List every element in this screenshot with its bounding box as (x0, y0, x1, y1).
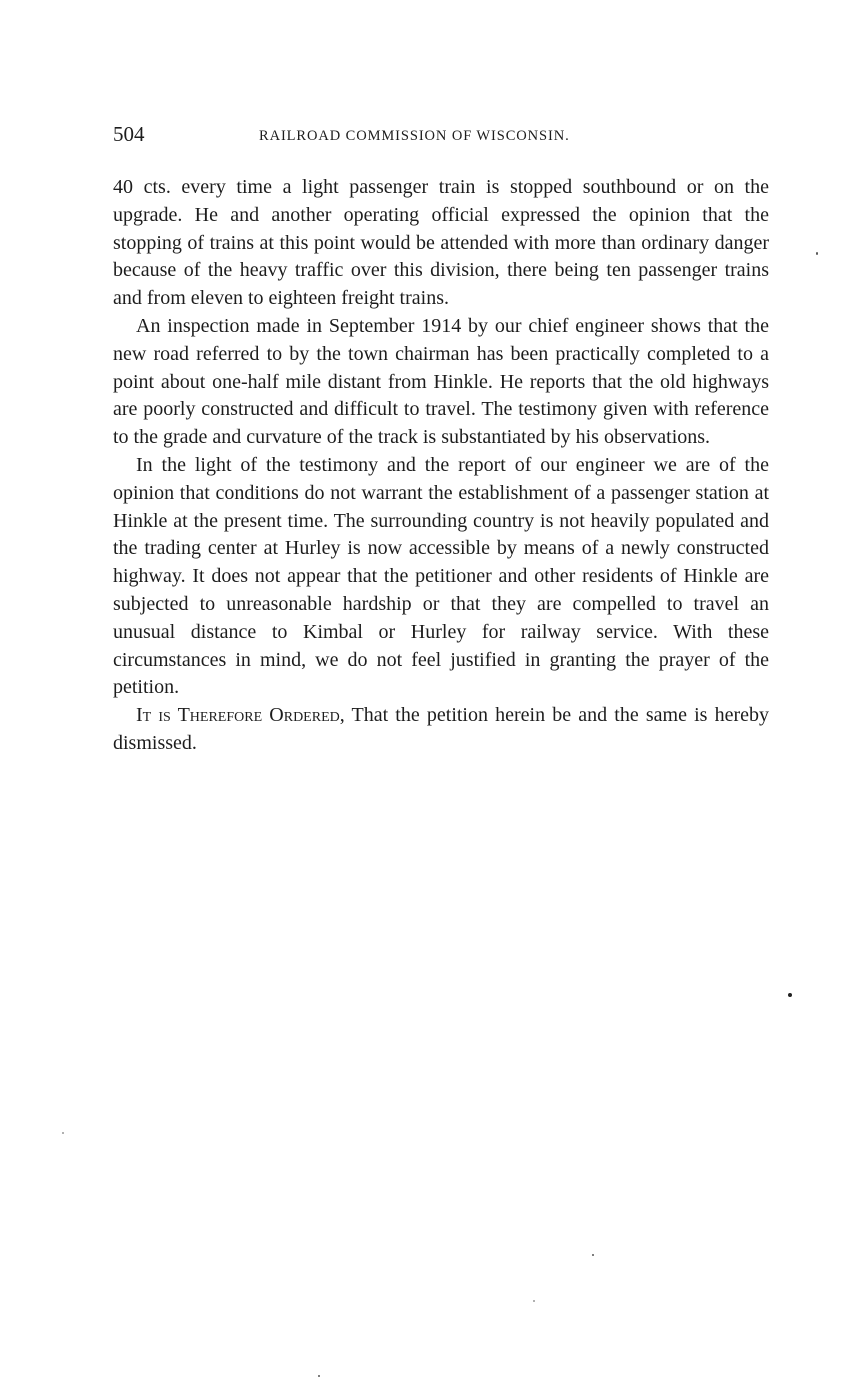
scan-speck (816, 252, 818, 255)
paragraph-inspection: An inspection made in September 1914 by our chief engineer shows that the new road referred to by the town chairman has been practically completed to a point about one-half mile distant from Hinkle. He reports that the old highways are poorly constructed and difficult to travel. The testimony given with reference to the grade and curvature of the track is substantiated by his observations. (113, 314, 769, 449)
order-text: That the petition herein be and the same is hereby dismissed. (113, 704, 769, 754)
paragraph-order (113, 702, 769, 758)
order-lead-in: It is Therefore Ordered, (136, 704, 345, 727)
paragraph-opinion: In the light of the testimony and the report of our engineer we are of the opinion that conditions do not warrant the establishment of a passenger station at Hinkle at the present time. The surrounding country is not heavily populated and the trading center at Hurley is now accessible by means of a newly constructed highway. It does not appear that the petitioner and other residents of Hinkle are subjected to unreasonable hardship or that they are compelled to travel an unusual distance to Kimbal or Hurley for railway service. With these circumstances in mind, we do not feel justified in granting the prayer of the petition. (113, 453, 769, 699)
body-text (113, 174, 769, 758)
running-head: RAILROAD COMMISSION OF WISCONSIN. (259, 128, 570, 144)
page-number: 504 (113, 122, 145, 146)
page-header (113, 119, 769, 149)
scan-speck (62, 1132, 64, 1134)
paragraph-testimony: 40 cts. every time a light passenger train is stopped southbound or on the upgrade. He and another operating official expressed the opinion that the stopping of trains at this point would be attended with more than ordinary danger because of the heavy traffic over this division, there being ten passenger trains and from eleven to eighteen freight trains. (113, 176, 769, 310)
scan-speck (318, 1375, 320, 1377)
scan-speck (592, 1254, 594, 1256)
scan-speck (788, 993, 792, 997)
scan-speck (533, 1300, 535, 1302)
